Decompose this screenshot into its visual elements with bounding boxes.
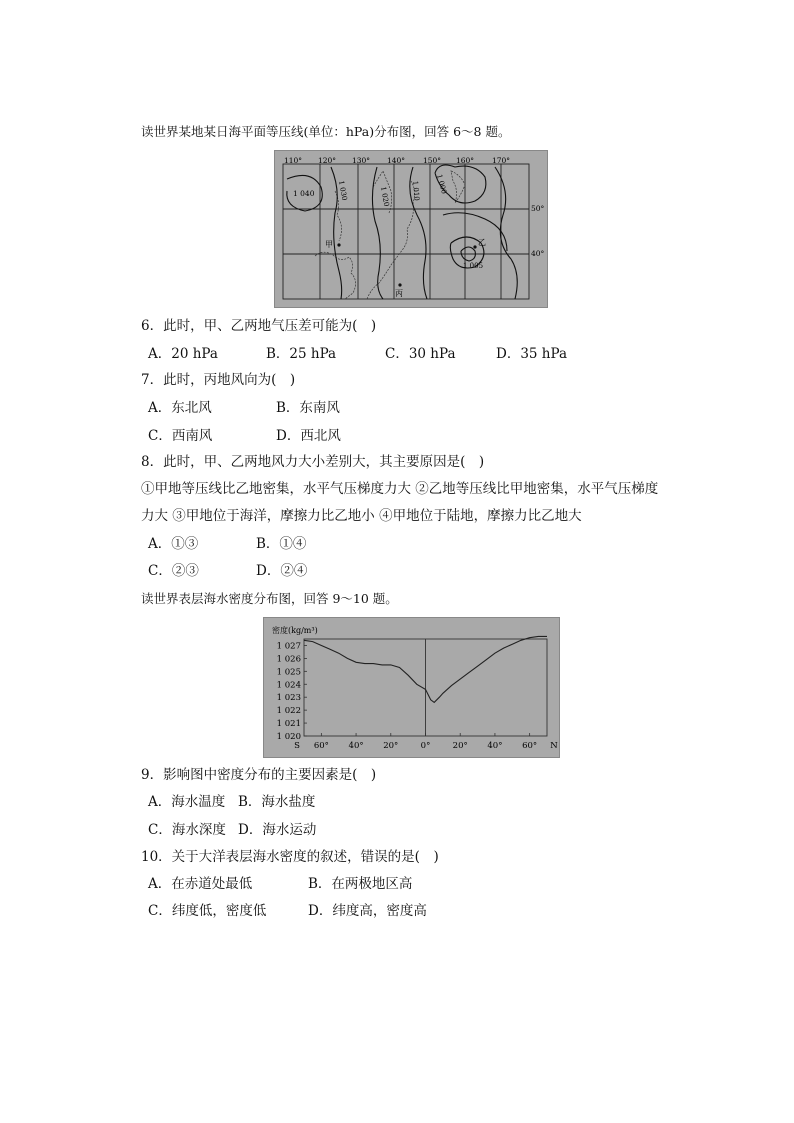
lon-label-160: 160° (455, 156, 475, 165)
q9-option-d[interactable]: D．海水运动 (238, 822, 317, 838)
x-tick-label: 0° (420, 741, 431, 751)
place-bing-label: 丙 (395, 289, 403, 298)
lon-label-130: 130° (351, 156, 371, 165)
q6-option-c[interactable]: C．30 hPa (385, 346, 456, 362)
x-tick-label: 20° (452, 741, 468, 751)
isobar-label-1010: 1 010 (411, 180, 421, 202)
q9-option-a[interactable]: A．海水温度 (148, 794, 226, 810)
lon-label-110: 110° (283, 156, 303, 165)
lon-label-150: 150° (422, 156, 442, 165)
isobar-map-svg (275, 151, 547, 307)
place-jia-dot (337, 243, 340, 246)
lon-label-120: 120° (317, 156, 337, 165)
q6-stem: 6．此时，甲、乙两地气压差可能为( ) (141, 318, 377, 334)
q8-option-b[interactable]: B．①④ (256, 536, 307, 552)
section2-intro: 读世界表层海水密度分布图，回答 9～10 题。 (141, 591, 398, 606)
section1-intro: 读世界某地某日海平面等压线(单位：hPa)分布图，回答 6～8 题。 (141, 124, 511, 139)
q10-option-b[interactable]: B．在两极地区高 (308, 876, 413, 892)
y-tick-label: 1 020 (276, 732, 301, 742)
y-tick-label: 1 022 (276, 706, 301, 717)
lon-label-170: 170° (491, 156, 511, 165)
q7-option-a[interactable]: A．东北风 (148, 400, 212, 416)
q9-option-c[interactable]: C．海水深度 (148, 822, 226, 838)
isobar-label-1040: 1 040 (293, 189, 315, 198)
q6-option-a[interactable]: A．20 hPa (148, 346, 218, 362)
place-jia-label: 甲 (325, 240, 333, 249)
lat-label-50: 50° (531, 204, 545, 213)
x-tick-label: 60° (522, 741, 538, 751)
isobar-label-1005: 1 005 (463, 262, 484, 270)
q7-option-d[interactable]: D．西北风 (276, 428, 341, 444)
q7-stem: 7．此时，丙地风向为( ) (141, 372, 296, 388)
q8-option-c[interactable]: C．②③ (148, 563, 199, 579)
q9-option-b[interactable]: B．海水盐度 (238, 794, 316, 810)
density-chart (263, 617, 560, 758)
isobar-label-1030: 1 030 (337, 179, 349, 202)
y-tick-label: 1 023 (276, 693, 301, 704)
q10-option-c[interactable]: C．纬度低，密度低 (148, 903, 267, 919)
q8-statements-line1: ①甲地等压线比乙地密集，水平气压梯度力大 ②乙地等压线比甲地密集，水平气压梯度 (141, 481, 659, 497)
q6-option-d[interactable]: D．35 hPa (496, 346, 568, 362)
place-bing-dot (398, 283, 401, 286)
place-yi-label: 乙 (478, 238, 486, 247)
y-tick-label: 1 027 (276, 641, 301, 652)
y-tick-label: 1 025 (276, 667, 301, 678)
q8-statements-line2: 力大 ③甲地位于海洋，摩擦力比乙地小 ④甲地位于陆地，摩擦力比乙地大 (141, 508, 582, 524)
isobar-label-1000: 1 000 (435, 173, 448, 195)
q7-option-b[interactable]: B．东南风 (276, 400, 340, 416)
density-chart-svg (264, 618, 559, 757)
x-tick-label: 20° (383, 741, 399, 751)
x-tick-label: 40° (487, 741, 503, 751)
y-tick-label: 1 024 (276, 680, 301, 691)
q10-option-d[interactable]: D．纬度高，密度高 (308, 903, 427, 919)
q8-stem: 8．此时，甲、乙两地风力大小差别大，其主要原因是( ) (141, 454, 485, 470)
q8-option-d[interactable]: D．②④ (256, 563, 308, 579)
x-tick-label: S (294, 741, 300, 751)
lat-label-40: 40° (531, 249, 545, 258)
isobar-label-1020: 1 020 (379, 185, 391, 208)
isobar-map (274, 150, 548, 308)
q10-option-a[interactable]: A．在赤道处最低 (148, 876, 253, 892)
q8-option-a[interactable]: A．①③ (148, 536, 199, 552)
q9-stem: 9．影响图中密度分布的主要因素是( ) (141, 767, 377, 783)
q7-option-c[interactable]: C．西南风 (148, 428, 213, 444)
chart-ylabel: 密度(kg/m³) (272, 626, 318, 635)
x-tick-label: 60° (313, 741, 329, 751)
lon-label-140: 140° (386, 156, 406, 165)
x-tick-label: 40° (348, 741, 364, 751)
x-tick-label: N (550, 741, 558, 751)
y-tick-label: 1 021 (276, 719, 301, 730)
q6-option-b[interactable]: B．25 hPa (266, 346, 337, 362)
q10-stem: 10．关于大洋表层海水密度的叙述，错误的是( ) (141, 849, 439, 865)
y-tick-label: 1 026 (276, 654, 301, 665)
place-yi-dot (473, 245, 476, 248)
